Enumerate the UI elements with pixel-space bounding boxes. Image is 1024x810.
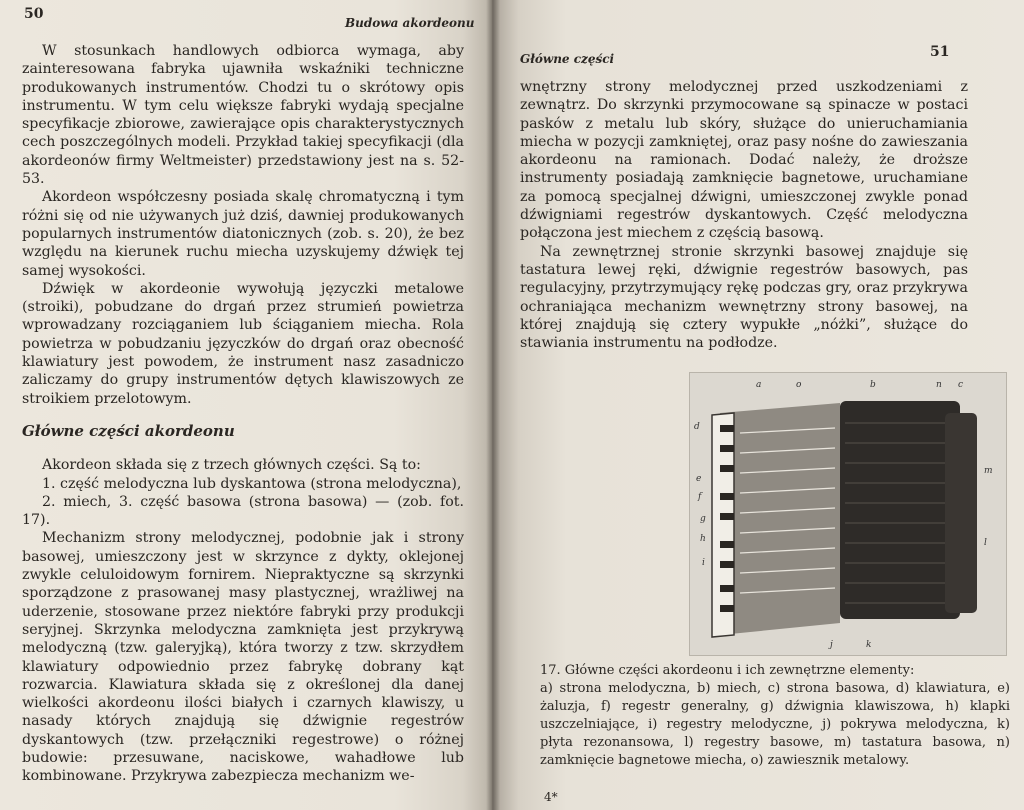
figure-label: d bbox=[694, 422, 700, 432]
figure-label: k bbox=[866, 640, 872, 650]
figure-label: l bbox=[984, 538, 987, 548]
paragraph: W stosunkach handlowych odbiorca wymaga, aby zainteresowana fabryka ujawniła wskaźniki techniczne produkowanych instrumentów. Chodzi tu o skrótowy opis instrumentu. W tym celu większe fabryki wydają specjalne specyfikacje zbiorowe, zawierające opis charakterystycznych cech poszczególnych modeli. Przykład takiej specyfikacji (dla akordeonów firmy Weltmeister) przedstawiony jest na s. 52-53. bbox=[22, 43, 464, 188]
paragraph: Akordeon współczesny posiada skalę chromatyczną i tym różni się od nie używanych już dziś, dawniej produkowanych popularnych instrumentów diatonicznych (zob. s. 20), że bez względu na kierunek ruchu miecha uzyskujemy dźwięk tej samej wysokości. bbox=[22, 189, 464, 279]
caption-body: a) strona melodyczna, b) miech, c) strona basowa, d) klawiatura, e) żaluzja, f) regestr generalny, g) dźwignia klawiszowa, h) klapki uszczelniające, i) regestry melodyczne, j) pokrywa melodyczna, k) płyta rezonansowa, l) regestry basowe, m) tastatura basowa, n) zamknięcie bagnetowe miecha, o) zawiesznik metalowy. bbox=[540, 681, 1010, 768]
figure-label: c bbox=[958, 380, 964, 390]
list-intro: Akordeon składa się z trzech głównych części. Są to: bbox=[42, 457, 421, 474]
book-gutter bbox=[486, 0, 500, 810]
page-number: 50 bbox=[24, 6, 44, 22]
running-head: Główne części bbox=[520, 52, 615, 66]
figure-label: m bbox=[984, 466, 993, 476]
figure-label: o bbox=[796, 380, 802, 390]
paragraph: Mechanizm strony melodycznej, podobnie jak i strony basowej, umieszczony jest w skrzynce z dykty, oklejonej zwykle celuloidowym fornirem. Niepraktyczne są skrzynki sporządzone z prasowanej masy plastycznej, wrażliwej na uderzenie, stosowane przez niektóre fabryki przy produkcji seryjnej. Skrzynka melodyczna zamknięta jest przykrywą melodyczną (tzw. galeryjką), która tworzy z tzw. skrzydłem klawiatury odpowiednio przez fabrykę dobrany kąt rozwarcia. Klawiatura składa się z określonej dla danej wielkości akordeonu ilości białych i czarnych klawiszy, u nasady których znajdują się dźwignie regestrów dyskantowych (tzw. przełączniki regestrowe) o różnej budowie: przesuwane, naciskowe, wahadłowe lub kombinowane. Przykrywa zabezpiecza mechanizm we- bbox=[22, 530, 464, 785]
right-text-column bbox=[520, 78, 968, 352]
figure-label: e bbox=[696, 474, 702, 484]
figure-label: j bbox=[830, 640, 833, 650]
left-page bbox=[0, 0, 492, 810]
accordion-illustration bbox=[690, 373, 1006, 655]
figure-label: i bbox=[702, 558, 705, 568]
paragraph: wnętrzny strony melodycznej przed uszkodzeniami z zewnątrz. Do skrzynki przymocowane są spinacze w postaci pasków z metalu lub skóry, służące do unieruchamiania miecha w pozycji zamkniętej, oraz pasy nośne do zawieszania akordeonu na ramionach. Dodać należy, że droższe instrumenty posiadają zamknięcie bagnetowe, uruchamiane za pomocą specjalnej dźwigni, umieszczonej zwykle ponad dźwigniami regestrów dyskantowych. Część melodyczna połączona jest miechem z częścią basową. bbox=[520, 79, 968, 242]
paragraph: Dźwięk w akordeonie wywołują języczki metalowe (stroiki), pobudzane do drgań przez strumień powietrza wprowadzany rozciąganiem lub ściąganiem miecha. Rola powietrza w pobudzaniu języczków do drgań oraz obecność klawiatury jest powodem, że instrument nasz zasadniczo zaliczamy do grupy instrumentów dętych klawiszowych ze stroikiem przelotowym. bbox=[22, 280, 464, 407]
running-head: Budowa akordeonu bbox=[345, 16, 475, 30]
section-title: Główne części akordeonu bbox=[22, 421, 235, 440]
figure-label: h bbox=[700, 534, 706, 544]
list-item: 1. część melodyczna lub dyskantowa (strona melodyczna), bbox=[42, 475, 462, 492]
page-number: 51 bbox=[930, 44, 950, 60]
bass-side-shape bbox=[945, 413, 977, 613]
signature-mark: 4* bbox=[544, 790, 558, 804]
list-item: 2. miech, 3. część basowa (strona basowa) — (zob. fot. 17). bbox=[22, 493, 464, 529]
left-text-column bbox=[22, 42, 464, 786]
accordion-photo bbox=[689, 372, 1007, 656]
bellows-shape bbox=[840, 401, 960, 619]
figure-label: f bbox=[698, 492, 702, 502]
figure-label: a bbox=[756, 380, 762, 390]
figure-caption bbox=[540, 662, 1010, 770]
caption-title: 17. Główne części akordeonu i ich zewnętrzne elementy: bbox=[540, 663, 915, 678]
figure-label: g bbox=[700, 514, 706, 524]
treble-side-shape bbox=[720, 403, 840, 635]
paragraph: Na zewnętrznej stronie skrzynki basowej znajduje się tastatura lewej ręki, dźwignie regestrów basowych, pas regulacyjny, przytrzymujący rękę podczas gry, oraz przykrywa ochraniająca mechanizm wewnętrzny strony basowej, na której znajdują się cztery wypukłe „nóżki”, służące do stawiania instrumentu na podłodze. bbox=[520, 243, 968, 352]
figure-label: b bbox=[870, 380, 876, 390]
figure-label: n bbox=[936, 380, 942, 390]
